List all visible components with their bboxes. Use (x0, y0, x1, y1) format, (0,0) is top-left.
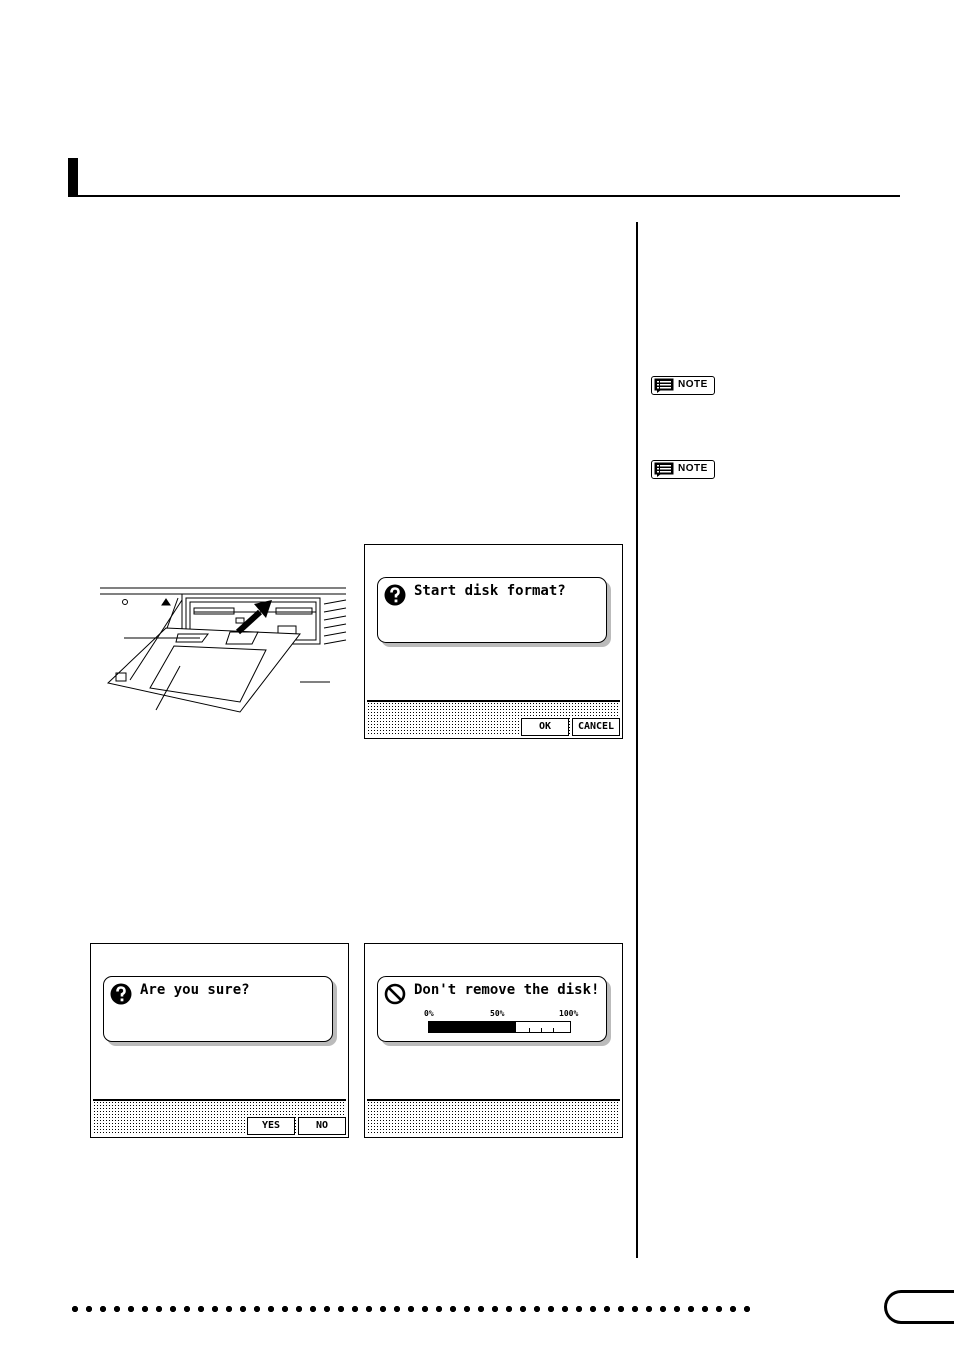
prohibited-icon (384, 983, 406, 1005)
progress-label-50: 50% (490, 1009, 505, 1018)
ok-button[interactable]: OK (521, 718, 569, 736)
progress-fill (429, 1022, 516, 1032)
dialog-message: Start disk format? (414, 583, 566, 599)
format-dialog (377, 577, 607, 643)
note-label: NOTE (678, 379, 708, 390)
note-icon (654, 462, 674, 477)
section-marker (68, 158, 78, 196)
note-badge-1 (651, 376, 715, 395)
lcd-screen-confirm (90, 943, 349, 1138)
progress-bar (428, 1021, 571, 1033)
dialog-message: Are you sure? (140, 982, 250, 998)
page-number-tab (884, 1290, 954, 1324)
progress-label-100: 100% (559, 1009, 579, 1018)
footer-dotted-rule (68, 1305, 758, 1313)
yes-button[interactable]: YES (247, 1117, 295, 1135)
cancel-button[interactable]: CANCEL (572, 718, 620, 736)
question-icon (384, 584, 406, 606)
note-badge-2 (651, 460, 715, 479)
lcd-screen-format (364, 544, 623, 739)
section-rule (68, 195, 900, 197)
progress-dialog (377, 976, 607, 1042)
floppy-drive-illustration (90, 570, 350, 720)
lcd-screen-progress (364, 943, 623, 1138)
confirm-dialog (103, 976, 333, 1042)
no-button[interactable]: NO (298, 1117, 346, 1135)
question-icon (110, 983, 132, 1005)
note-icon (654, 378, 674, 393)
column-divider (636, 222, 638, 1258)
progress-label-0: 0% (424, 1009, 434, 1018)
softkey-bar (367, 1101, 620, 1135)
arrow-icon (238, 600, 272, 632)
dialog-message: Don't remove the disk! (414, 982, 600, 998)
note-label: NOTE (678, 463, 708, 474)
